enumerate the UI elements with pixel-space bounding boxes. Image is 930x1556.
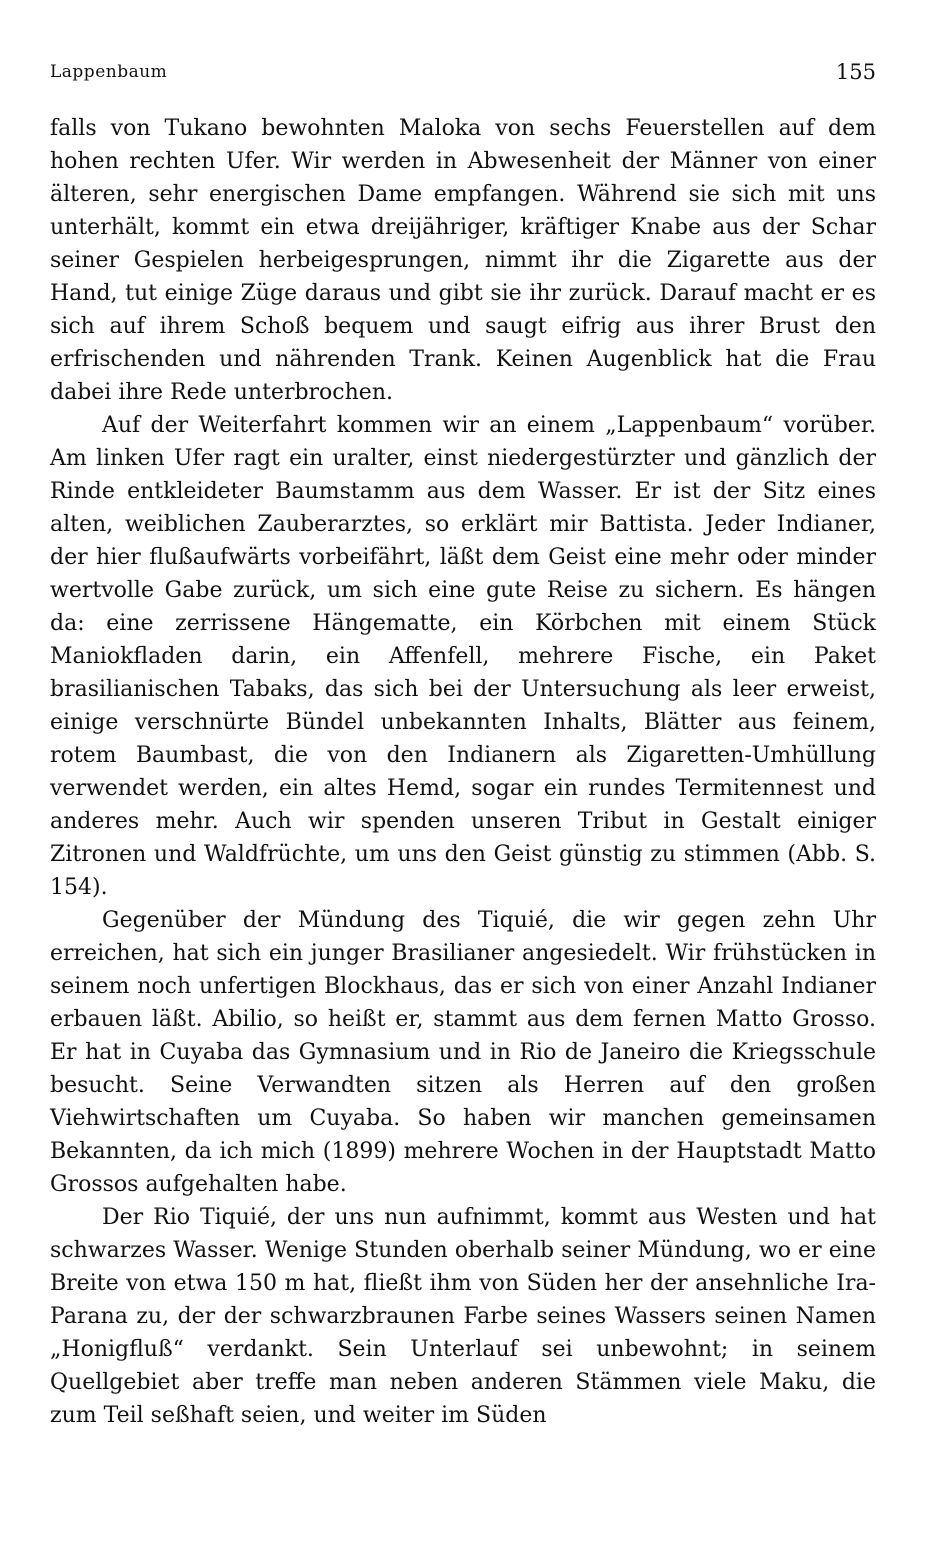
- page-number: 155: [835, 60, 876, 84]
- paragraph-continuation: falls von Tukano bewohnten Maloka von sechs Feuerstellen auf dem hohen rechten Ufer. Wir werden in Abwesenheit der Männer von einer älteren, sehr energischen Dame empfangen. Während sie sich mit uns unterhält, kommt ein etwa dreijähriger, kräftiger Knabe aus der Schar seiner Gespielen herbeigesprungen, nimmt ihr die Zigarette aus der Hand, tut einige Züge daraus und gibt sie ihr zurück. Darauf macht er es sich auf ihrem Schoß bequem und saugt eifrig aus ihrer Brust den erfrischenden und nährenden Trank. Keinen Augenblick hat die Frau dabei ihre Rede unterbrochen.: [50, 116, 876, 405]
- paragraph-lappenbaum: Auf der Weiterfahrt kommen wir an einem „Lappenbaum“ vorüber. Am linken Ufer ragt ein uralter, einst niedergestürzter und gänzlich der Rinde entkleideter Baumstamm aus dem Wasser. Er ist der Sitz eines alten, weiblichen Zauberarztes, so erklärt mir Battista. Jeder Indianer, der hier flußaufwärts vorbeifährt, läßt dem Geist eine mehr oder minder wertvolle Gabe zurück, um sich eine gute Reise zu sichern. Es hängen da: eine zerrissene Hängematte, ein Körbchen mit einem Stück Maniokfladen darin, ein Affenfell, mehrere Fische, ein Paket brasilianischen Tabaks, das sich bei der Untersuchung als leer erweist, einige verschnürte Bündel unbekannten Inhalts, Blätter aus feinem, rotem Baumbast, die von den Indianern als Zigaretten-Umhüllung verwendet werden, ein altes Hemd, sogar ein rundes Termitennest und anderes mehr. Auch wir spenden unseren Tribut in Gestalt einiger Zitronen und Waldfrüchte, um uns den Geist günstig zu stimmen (Abb. S. 154).: [50, 413, 876, 900]
- running-head: [50, 62, 876, 88]
- body-text: [50, 112, 876, 1432]
- paragraph-rio-tiquie: Der Rio Tiquié, der uns nun aufnimmt, kommt aus Westen und hat schwarzes Wasser. Wenige Stunden oberhalb seiner Mündung, wo er eine Breite von etwa 150 m hat, fließt ihm von Süden her der ansehnliche Ira-Parana zu, der der schwarzbraunen Farbe seines Wassers seinen Namen „Honigfluß“ verdankt. Sein Unterlauf sei unbewohnt; in seinem Quellgebiet aber treffe man neben anderen Stämmen viele Maku, die zum Teil seßhaft seien, und weiter im Süden: [50, 1205, 876, 1428]
- paragraph-abilio: Gegenüber der Mündung des Tiquié, die wir gegen zehn Uhr erreichen, hat sich ein junger Brasilianer angesiedelt. Wir frühstücken in seinem noch unfertigen Blockhaus, das er sich von einer Anzahl Indianer erbauen läßt. Abilio, so heißt er, stammt aus dem fernen Matto Grosso. Er hat in Cuyaba das Gymnasium und in Rio de Janeiro die Kriegsschule besucht. Seine Verwandten sitzen als Herren auf den großen Viehwirtschaften um Cuyaba. So haben wir manchen gemeinsamen Bekannten, da ich mich (1899) mehrere Wochen in der Hauptstadt Matto Grossos aufgehalten habe.: [50, 908, 876, 1197]
- running-title: Lappenbaum: [50, 62, 168, 82]
